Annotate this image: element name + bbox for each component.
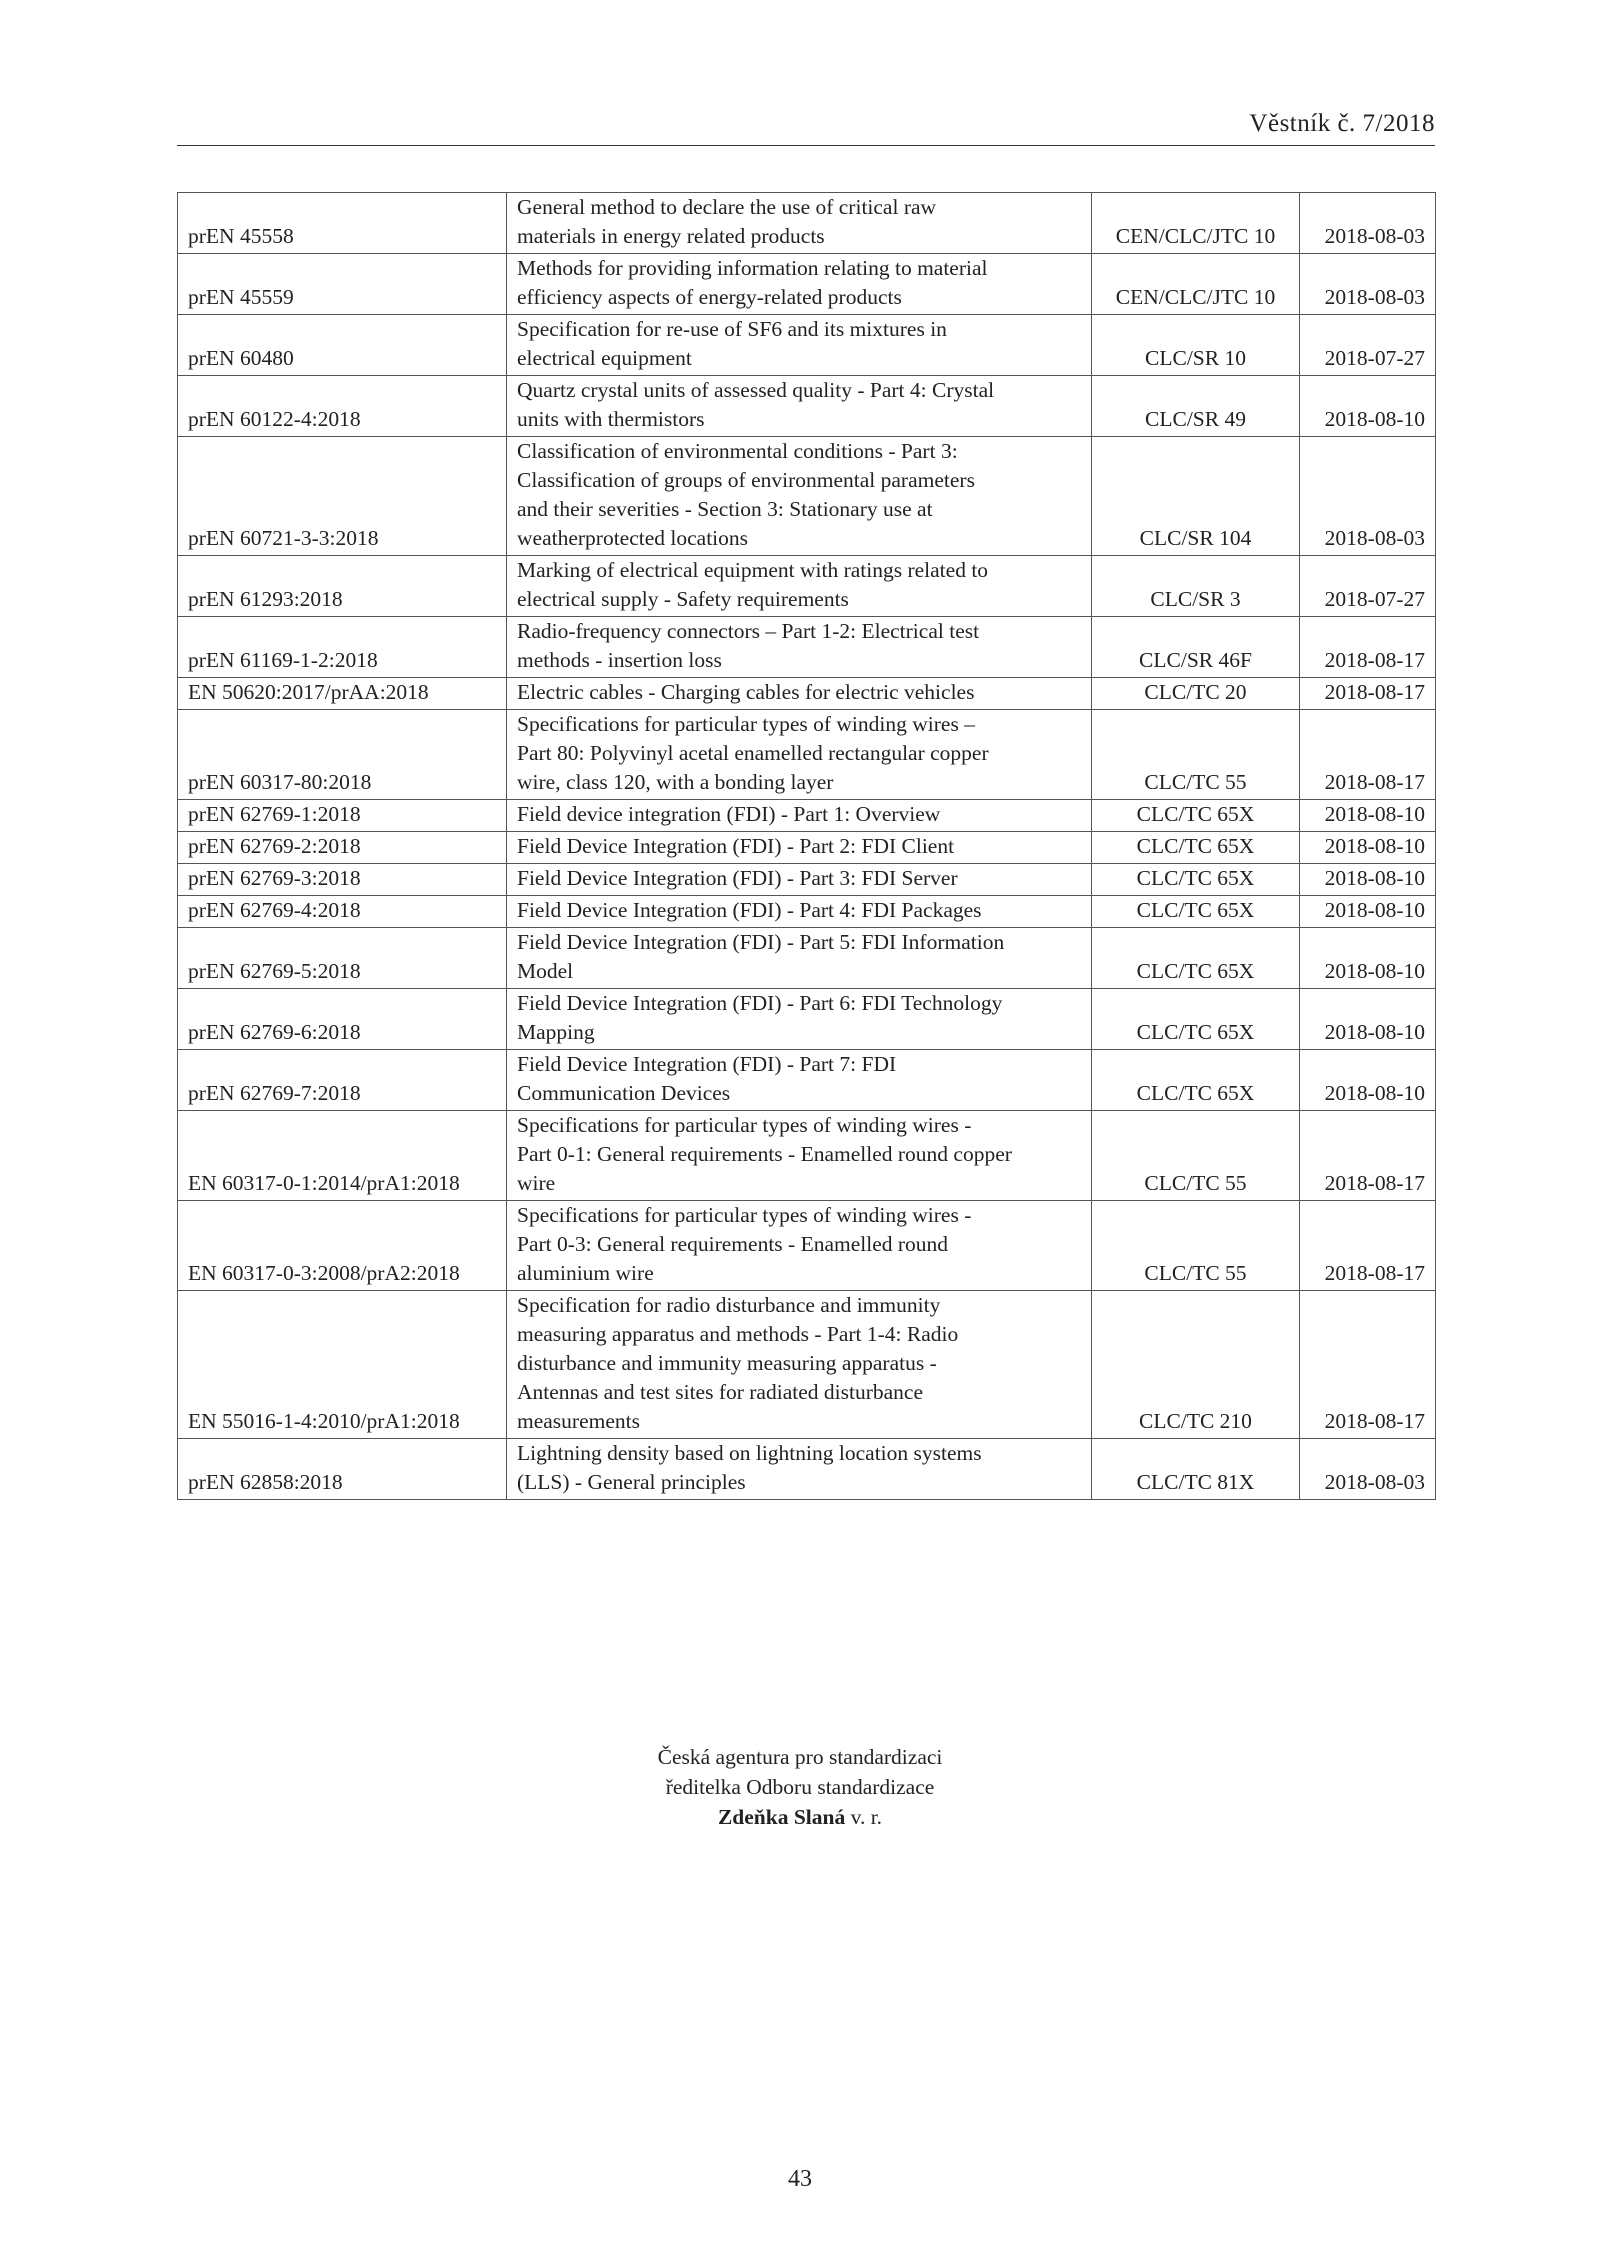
technical-committee: CLC/SR 49: [1092, 376, 1300, 437]
standard-title-line: Part 0-3: General requirements - Enamelled round: [517, 1232, 949, 1256]
signature-position: ředitelka Odboru standardizace: [665, 1775, 935, 1799]
standard-title: [507, 1201, 1092, 1291]
technical-committee: CLC/TC 65X: [1092, 1050, 1300, 1111]
standard-title-line: Part 0-1: General requirements - Enamelled round copper: [517, 1142, 1012, 1166]
comment-deadline-date: 2018-08-03: [1300, 193, 1436, 254]
signature-suffix: v. r.: [845, 1805, 883, 1829]
table-row: [178, 193, 1436, 254]
table-row: [178, 864, 1436, 896]
standard-number: prEN 62769-7:2018: [178, 1050, 507, 1111]
standard-number: EN 60317-0-3:2008/prA2:2018: [178, 1201, 507, 1291]
standard-title-line: Field Device Integration (FDI) - Part 6: FDI Technology: [517, 991, 1003, 1015]
technical-committee: CLC/TC 65X: [1092, 928, 1300, 989]
comment-deadline-date: 2018-07-27: [1300, 556, 1436, 617]
standard-title: [507, 376, 1092, 437]
standard-title-line: wire, class 120, with a bonding layer: [517, 770, 834, 794]
signature-name-line: [0, 1802, 1600, 1832]
comment-deadline-date: 2018-08-10: [1300, 896, 1436, 928]
technical-committee: CLC/TC 55: [1092, 1201, 1300, 1291]
standard-title: [507, 193, 1092, 254]
standard-title-line: units with thermistors: [517, 407, 705, 431]
technical-committee: CLC/TC 20: [1092, 678, 1300, 710]
comment-deadline-date: 2018-08-03: [1300, 1439, 1436, 1500]
table-row: [178, 1050, 1436, 1111]
standard-title: [507, 928, 1092, 989]
table-row: [178, 896, 1436, 928]
standard-title-line: Field Device Integration (FDI) - Part 5: FDI Information: [517, 930, 1005, 954]
standard-title-line: aluminium wire: [517, 1261, 654, 1285]
standard-number: prEN 62769-5:2018: [178, 928, 507, 989]
standard-number: prEN 61293:2018: [178, 556, 507, 617]
standard-title-line: General method to declare the use of critical raw: [517, 195, 937, 219]
standard-number: prEN 60480: [178, 315, 507, 376]
comment-deadline-date: 2018-08-17: [1300, 617, 1436, 678]
standard-title-line: Field Device Integration (FDI) - Part 2: FDI Client: [517, 834, 955, 858]
technical-committee: CLC/SR 10: [1092, 315, 1300, 376]
table-row: [178, 1201, 1436, 1291]
standard-number: prEN 62858:2018: [178, 1439, 507, 1500]
standard-title-line: (LLS) - General principles: [517, 1470, 746, 1494]
table-row: [178, 928, 1436, 989]
standard-number: prEN 62769-3:2018: [178, 864, 507, 896]
technical-committee: CLC/SR 46F: [1092, 617, 1300, 678]
standard-title-line: wire: [517, 1171, 556, 1195]
standard-title-line: Model: [517, 959, 574, 983]
signature-organization: Česká agentura pro standardizaci: [657, 1745, 943, 1769]
table-row: [178, 989, 1436, 1050]
standard-title-line: electrical equipment: [517, 346, 692, 370]
standards-table: [177, 192, 1436, 1500]
comment-deadline-date: 2018-07-27: [1300, 315, 1436, 376]
comment-deadline-date: 2018-08-10: [1300, 832, 1436, 864]
table-row: [178, 556, 1436, 617]
standard-title-line: Specification for re-use of SF6 and its mixtures in: [517, 317, 947, 341]
comment-deadline-date: 2018-08-17: [1300, 678, 1436, 710]
standard-number: prEN 60721-3-3:2018: [178, 437, 507, 556]
technical-committee: CEN/CLC/JTC 10: [1092, 193, 1300, 254]
standard-title-line: disturbance and immunity measuring apparatus -: [517, 1351, 937, 1375]
standard-title-line: Field device integration (FDI) - Part 1: Overview: [517, 802, 941, 826]
technical-committee: CLC/TC 65X: [1092, 989, 1300, 1050]
standard-title-line: measurements: [517, 1409, 640, 1433]
standard-title: [507, 1439, 1092, 1500]
standard-number: EN 50620:2017/prAA:2018: [178, 678, 507, 710]
standard-title: [507, 315, 1092, 376]
signature-block: [0, 1742, 1600, 1832]
standard-title-line: electrical supply - Safety requirements: [517, 587, 849, 611]
comment-deadline-date: 2018-08-03: [1300, 254, 1436, 315]
technical-committee: CEN/CLC/JTC 10: [1092, 254, 1300, 315]
standard-title: [507, 1050, 1092, 1111]
technical-committee: CLC/TC 81X: [1092, 1439, 1300, 1500]
standard-title-line: methods - insertion loss: [517, 648, 722, 672]
standard-title: [507, 989, 1092, 1050]
technical-committee: CLC/SR 3: [1092, 556, 1300, 617]
standard-title-line: Communication Devices: [517, 1081, 731, 1105]
table-row: [178, 376, 1436, 437]
standard-title-line: measuring apparatus and methods - Part 1-4: Radio: [517, 1322, 959, 1346]
standard-number: prEN 60317-80:2018: [178, 710, 507, 800]
table-row: [178, 437, 1436, 556]
signature-name: Zdeňka Slaná: [717, 1805, 846, 1829]
comment-deadline-date: 2018-08-10: [1300, 1050, 1436, 1111]
standard-title-line: materials in energy related products: [517, 224, 825, 248]
standard-number: EN 55016-1-4:2010/prA1:2018: [178, 1291, 507, 1439]
standard-number: prEN 45559: [178, 254, 507, 315]
standard-title-line: Radio-frequency connectors – Part 1-2: Electrical test: [517, 619, 980, 643]
standard-title-line: Specifications for particular types of winding wires -: [517, 1113, 972, 1137]
standard-title: [507, 710, 1092, 800]
comment-deadline-date: 2018-08-17: [1300, 1291, 1436, 1439]
standard-number: prEN 62769-4:2018: [178, 896, 507, 928]
standard-title: [507, 1111, 1092, 1201]
standards-table-body: [178, 193, 1436, 1500]
standard-title-line: Quartz crystal units of assessed quality - Part 4: Crystal: [517, 378, 995, 402]
standard-title-line: Field Device Integration (FDI) - Part 7: FDI: [517, 1052, 897, 1076]
standard-title-line: Classification of groups of environmental parameters: [517, 468, 975, 492]
standard-title-line: Specifications for particular types of winding wires -: [517, 1203, 972, 1227]
standard-number: prEN 61169-1-2:2018: [178, 617, 507, 678]
table-row: [178, 800, 1436, 832]
table-row: [178, 1291, 1436, 1439]
header-divider: [177, 145, 1435, 146]
standard-title-line: Field Device Integration (FDI) - Part 4: FDI Packages: [517, 898, 982, 922]
technical-committee: CLC/TC 55: [1092, 710, 1300, 800]
standard-title: [507, 864, 1092, 896]
standard-title-line: Specifications for particular types of winding wires –: [517, 712, 975, 736]
standard-title: [507, 254, 1092, 315]
table-row: [178, 617, 1436, 678]
table-row: [178, 315, 1436, 376]
comment-deadline-date: 2018-08-17: [1300, 1111, 1436, 1201]
standard-title: [507, 678, 1092, 710]
comment-deadline-date: 2018-08-10: [1300, 864, 1436, 896]
page-number: 43: [788, 2166, 812, 2192]
technical-committee: CLC/TC 55: [1092, 1111, 1300, 1201]
standard-title-line: Field Device Integration (FDI) - Part 3: FDI Server: [517, 866, 958, 890]
table-row: [178, 1439, 1436, 1500]
technical-committee: CLC/TC 65X: [1092, 896, 1300, 928]
technical-committee: CLC/TC 65X: [1092, 800, 1300, 832]
standard-title: [507, 617, 1092, 678]
technical-committee: CLC/TC 65X: [1092, 832, 1300, 864]
standard-title-line: Marking of electrical equipment with ratings related to: [517, 558, 989, 582]
table-row: [178, 254, 1436, 315]
standard-title: [507, 832, 1092, 864]
standard-title-line: efficiency aspects of energy-related products: [517, 285, 902, 309]
comment-deadline-date: 2018-08-10: [1300, 928, 1436, 989]
standard-title-line: Methods for providing information relating to material: [517, 256, 988, 280]
standard-number: prEN 62769-2:2018: [178, 832, 507, 864]
table-row: [178, 678, 1436, 710]
comment-deadline-date: 2018-08-17: [1300, 710, 1436, 800]
comment-deadline-date: 2018-08-10: [1300, 989, 1436, 1050]
standard-title-line: Part 80: Polyvinyl acetal enamelled rectangular copper: [517, 741, 989, 765]
comment-deadline-date: 2018-08-10: [1300, 376, 1436, 437]
standard-title: [507, 800, 1092, 832]
comment-deadline-date: 2018-08-03: [1300, 437, 1436, 556]
comment-deadline-date: 2018-08-10: [1300, 800, 1436, 832]
table-row: [178, 710, 1436, 800]
standard-title: [507, 896, 1092, 928]
standard-title-line: Lightning density based on lightning location systems: [517, 1441, 982, 1465]
standard-number: prEN 45558: [178, 193, 507, 254]
standard-title: [507, 1291, 1092, 1439]
standard-title: [507, 437, 1092, 556]
journal-issue-title: Věstník č. 7/2018: [1249, 110, 1435, 137]
standard-title-line: and their severities - Section 3: Stationary use at: [517, 497, 933, 521]
standard-title: [507, 556, 1092, 617]
standard-number: prEN 60122-4:2018: [178, 376, 507, 437]
standard-title-line: Specification for radio disturbance and immunity: [517, 1293, 941, 1317]
technical-committee: CLC/TC 65X: [1092, 864, 1300, 896]
standard-number: EN 60317-0-1:2014/prA1:2018: [178, 1111, 507, 1201]
standard-title-line: weatherprotected locations: [517, 526, 749, 550]
technical-committee: CLC/TC 210: [1092, 1291, 1300, 1439]
standard-title-line: Antennas and test sites for radiated disturbance: [517, 1380, 923, 1404]
table-row: [178, 1111, 1436, 1201]
standard-number: prEN 62769-1:2018: [178, 800, 507, 832]
technical-committee: CLC/SR 104: [1092, 437, 1300, 556]
standard-title-line: Electric cables - Charging cables for electric vehicles: [517, 680, 975, 704]
comment-deadline-date: 2018-08-17: [1300, 1201, 1436, 1291]
table-row: [178, 832, 1436, 864]
standard-title-line: Mapping: [517, 1020, 595, 1044]
standard-title-line: Classification of environmental conditions - Part 3:: [517, 439, 958, 463]
standard-number: prEN 62769-6:2018: [178, 989, 507, 1050]
